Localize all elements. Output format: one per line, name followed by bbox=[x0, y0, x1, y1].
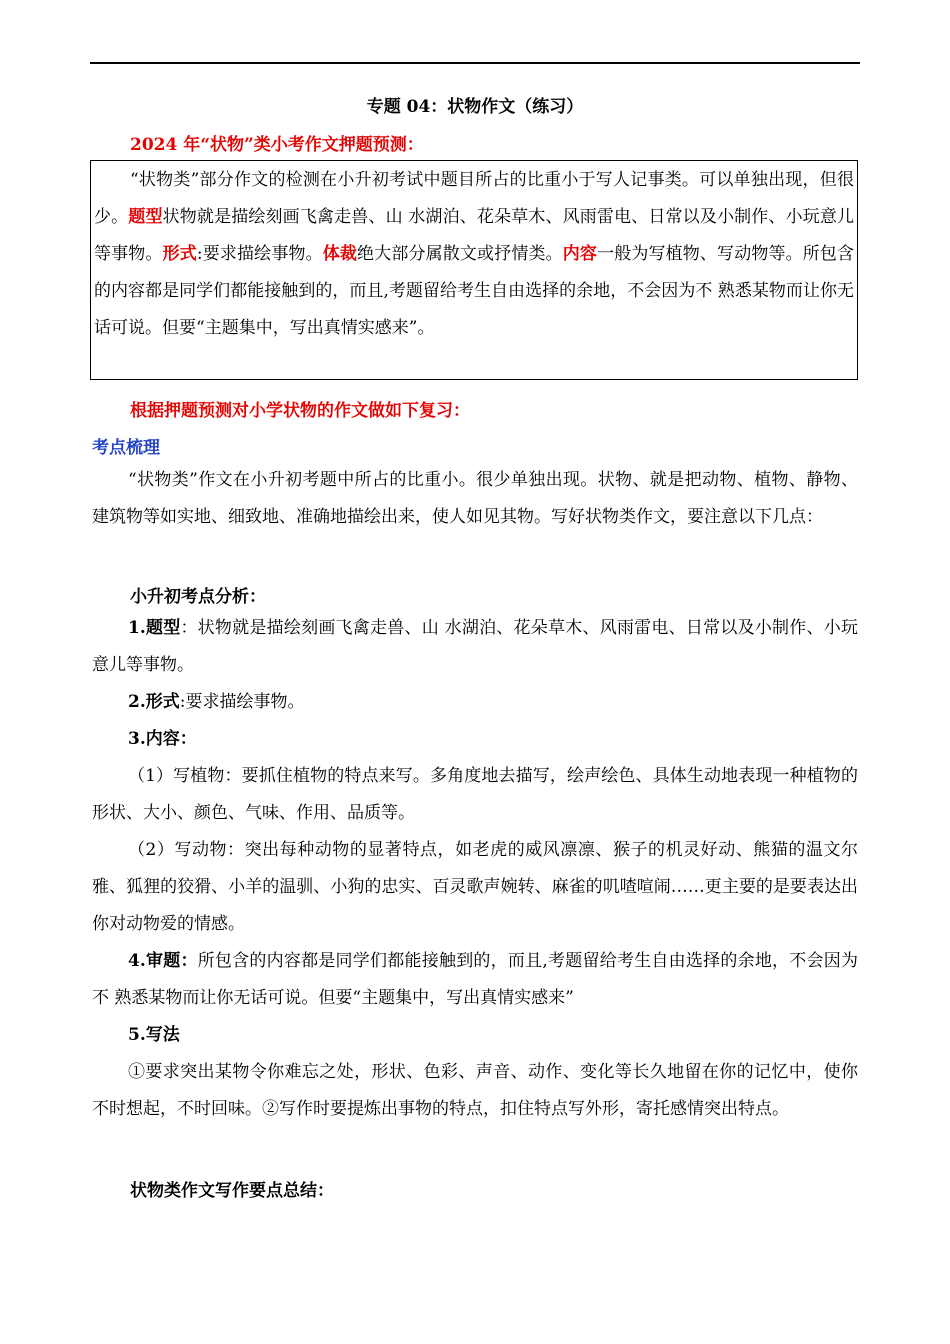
point-4: 4.审题：所包含的内容都是同学们都能接触到的，而且,考题留给考生自由选择的余地，不会因为不 熟悉某物而让你无话可说。但要“主题集中，写出真情实感来” bbox=[92, 951, 858, 1008]
point-3-plants: （1）写植物：要抓住植物的特点来写。多角度地去描写，绘声绘色、具体生动地表现一种植物的形状、大小、颜色、气味、作用、品质等。 bbox=[92, 766, 858, 823]
point-5-text: ①要求突出某物令你难忘之处，形状、色彩、声音、动作、变化等长久地留在你的记忆中，使你不时想起，不时回味。②写作时要提炼出事物的特点，扣住特点写外形，寄托感情突出特点。 bbox=[92, 1062, 858, 1119]
prediction-heading: 2024 年“状物”类小考作文押题预测： bbox=[130, 135, 424, 155]
point-3: 3.内容： bbox=[128, 729, 197, 749]
point-3-animals: （2）写动物：突出每种动物的显著特点，如老虎的威风凛凛、猴子的机灵好动、熊猫的温文尔雅、狐狸的狡猾、小羊的温驯、小狗的忠实、百灵歌声婉转、麻雀的叽喳喧闹……更主要的是要表达出你对动物爱的情感。 bbox=[92, 840, 858, 934]
page-title: 专题 04：状物作文（练习） bbox=[366, 97, 584, 117]
prediction-text: “状物类”部分作文的检测在小升初考试中题目所占的比重小于写人记事类。可以单独出现，但很少。题型状物就是描绘刻画飞禽走兽、山 水湖泊、花朵草木、风雨雷电、日常以及小制作、小玩意儿等事物。形式:要求描绘事物。体裁绝大部分属散文或抒情类。内容一般为写植物、写动物等。所包含的内容都是同学们都能接触到的，而且,考题留给考生自由选择的余地，不会因为不 熟悉某物而让你无话可说。但要“主题集中，写出真情实感来”。 bbox=[94, 170, 855, 338]
summary-heading: 状物类作文写作要点总结： bbox=[130, 1181, 334, 1201]
point-2: 2.形式:要求描绘事物。 bbox=[128, 692, 305, 712]
intro-paragraph: “状物类”作文在小升初考题中所占的比重小。很少单独出现。状物、就是把动物、植物、静物、建筑物等如实地、细致地、准确地描绘出来，使人如见其物。写好状物类作文，要注意以下几点： bbox=[92, 470, 858, 527]
point-1: 1.题型：状物就是描绘刻画飞禽走兽、山 水湖泊、花朵草木、风雨雷电、日常以及小制作、小玩意儿等事物。 bbox=[92, 618, 858, 675]
review-heading: 根据押题预测对小学状物的作文做如下复习： bbox=[130, 401, 470, 421]
section-heading: 考点梳理 bbox=[92, 438, 160, 458]
analysis-heading: 小升初考点分析： bbox=[130, 587, 266, 607]
top-rule bbox=[90, 62, 860, 64]
point-5: 5.写法 bbox=[128, 1025, 180, 1045]
